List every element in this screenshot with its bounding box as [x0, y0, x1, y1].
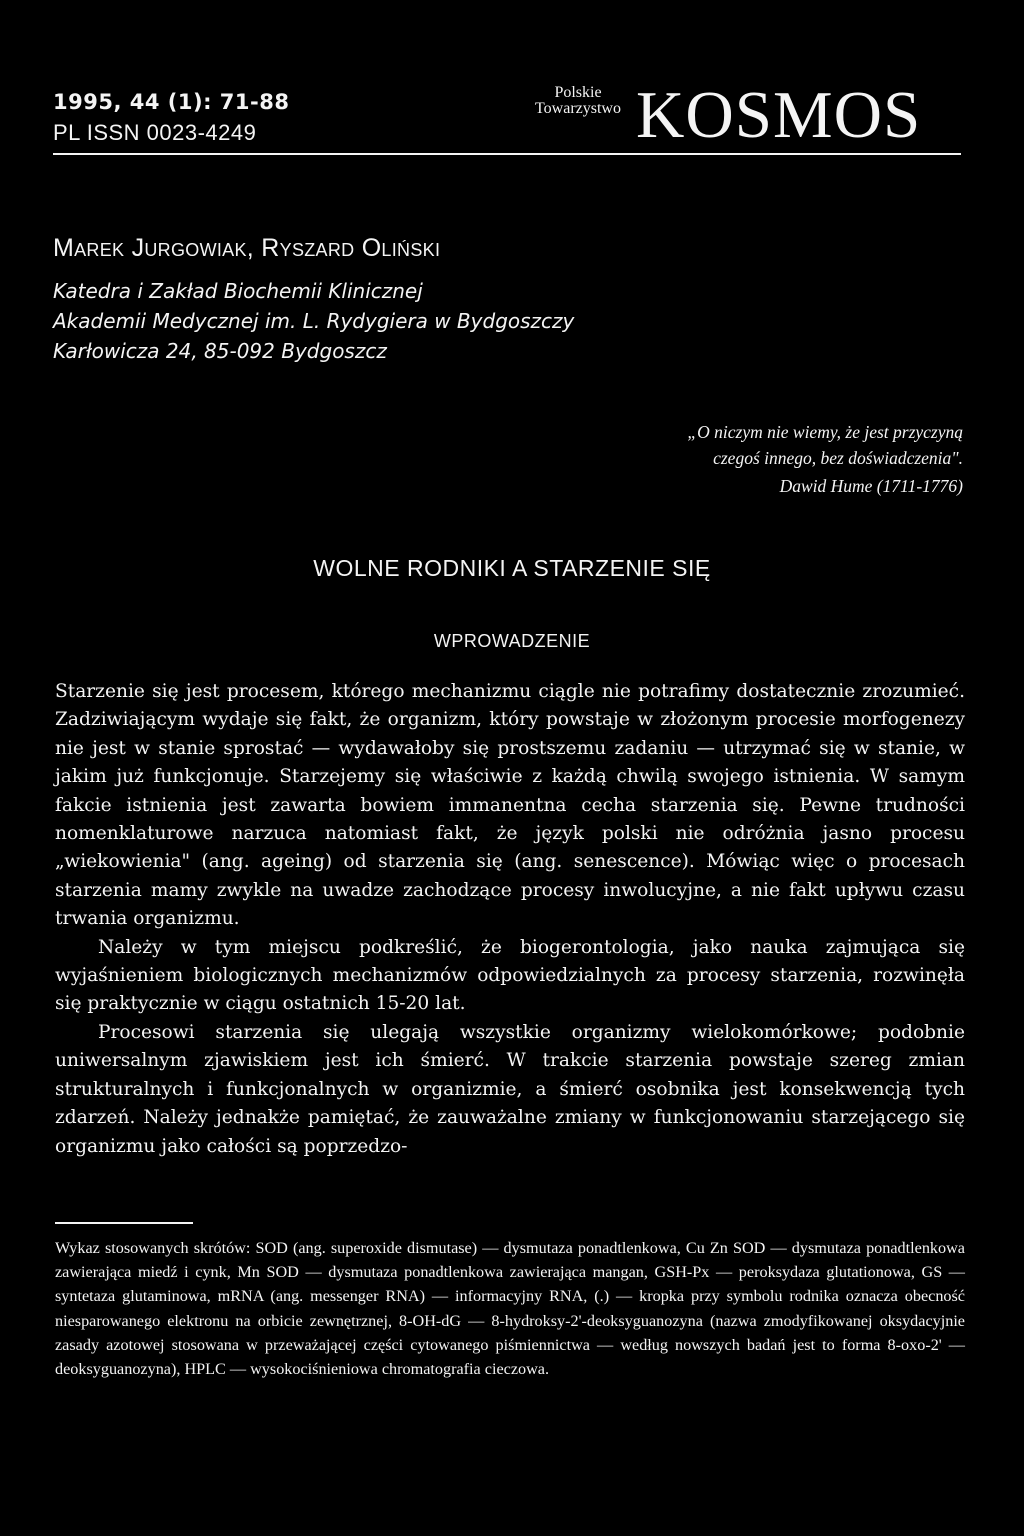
affiliation-line: Karłowicza 24, 85-092 Bydgoszcz	[53, 339, 387, 363]
paragraph: Starzenie się jest procesem, którego mechanizmu ciągle nie potrafimy dostatecznie zrozumieć. Zadziwiającym wydaje się fakt, że organizm, który powstaje w złożonym procesie morfogenezy nie jest w stanie sprostać — wydawałoby się prostszemu zadaniu — utrzymać się w stanie, w jakim już funkcjonuje. Starzejemy się właściwie z każdą chwilą swojego istnienia. W samym fakcie istnienia jest zawarta bowiem immanentna cecha starzenia się. Pewne trudności nomenklaturowe narzuca natomiast fakt, że język polski nie odróżnia jasno procesu „wiekowienia" (ang. ageing) od starzenia się (ang. senescence). Mówiąc więc o procesach starzenia mamy zwykle na uwadze zachodzące procesy inwolucyjne, a nie fakt upływu czasu trwania organizmu.	[55, 681, 965, 930]
journal-title: KOSMOS	[636, 78, 922, 152]
header-rule	[53, 153, 961, 155]
section-heading: WPROWADZENIE	[433, 631, 591, 651]
affiliation-line: Katedra i Zakład Biochemii Klinicznej	[53, 279, 423, 303]
society-label: Polskie Towarzystwo	[535, 84, 621, 117]
paragraph: Należy w tym miejscu podkreślić, że biogerontologia, jako nauka zajmująca się wyjaśnieniem biologicznych mechanizmów odpowiedzialnych za procesy starzenia, rozwinęła się praktycznie w ciągu ostatnich 15-20 lat.	[55, 936, 965, 1015]
article-title: WOLNE RODNIKI A STARZENIE SIĘ	[313, 555, 711, 581]
epigraph-line: czegoś innego, bez doświadczenia".	[713, 448, 963, 468]
affiliation-line: Akademii Medycznej im. L. Rydygiera w Bydgoszczy	[53, 309, 575, 333]
footnote: Wykaz stosowanych skrótów: SOD (ang. superoxide dismutase) — dysmutaza ponadtlenkowa, Cu Zn SOD — dysmutaza ponadtlenkowa zawierająca miedź i cynk, Mn SOD — dysmutaza ponadtlenkowa zawierająca mangan, GSH-Px — peroksydaza glutationowa, GS — syntetaza glutaminowa, mRNA (ang. messenger RNA) — informacyjny RNA, (.) — kropka przy symbolu rodnika oznacza obecność niesparowanego elektronu na orbicie zewnętrznej, 8-OH-dG — 8-hydroksy-2'-deoksyguanozyna (nazwa zmodyfikowanej oksydacyjnie zasady azotowej stosowana w przeważającej części cytowanego piśmiennictwa — według nowszych badań jest to forma 8-oxo-2' — deoksyguanozyna), HPLC — wysokociśnieniowa chromatografia cieczowa.	[55, 1239, 965, 1379]
paragraph: Procesowi starzenia się ulegają wszystkie organizmy wielokomórkowe; podobnie uniwersalnym zjawiskiem jest ich śmierć. W trakcie starzenia powstaje szereg zmian strukturalnych i funkcjonalnych w organizmie, a śmierć osobnika jest konsekwencją tych zdarzeń. Należy jednakże pamiętać, że zauważalne zmiany w funkcjonowaniu starzejącego się organizmu jako całości są poprzedzo-	[55, 1021, 965, 1157]
footnote-rule	[55, 1222, 193, 1224]
issn-number: PL ISSN 0023-4249	[53, 120, 257, 145]
authors: Marek Jurgowiak, Ryszard Oliński	[53, 234, 441, 262]
issue-citation: 1995, 44 (1): 71-88	[53, 90, 290, 114]
body-text	[55, 678, 965, 1161]
epigraph-line: „O niczym nie wiemy, że jest przyczyną	[687, 422, 963, 442]
epigraph-attribution: Dawid Hume (1711-1776)	[779, 476, 963, 496]
